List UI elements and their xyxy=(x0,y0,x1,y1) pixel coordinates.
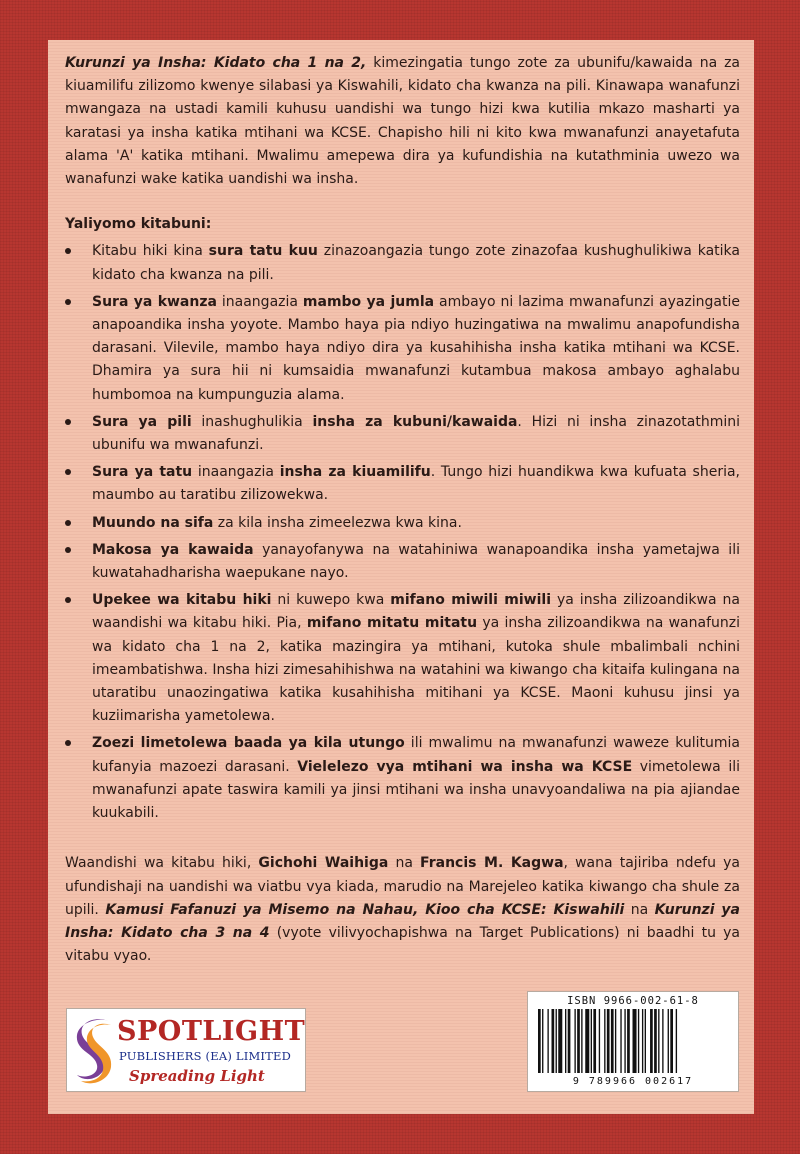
bullet-icon xyxy=(65,547,71,553)
bold-phrase: Kurunzi ya Insha: Kidato cha 3 na 4 xyxy=(65,901,740,941)
bold-phrase: Vielelezo vya mtihani wa insha wa KCSE xyxy=(297,758,633,775)
contents-heading: Yaliyomo kitabuni: xyxy=(65,216,212,233)
bold-phrase: Sura ya pili xyxy=(92,413,192,430)
bullet-icon xyxy=(65,419,71,425)
isbn-digits: 9 789966 002617 xyxy=(572,1076,694,1087)
bold-phrase: mifano mitatu mitatu xyxy=(306,615,478,632)
bold-phrase: Muundo na sifa xyxy=(92,514,214,531)
barcode-icon xyxy=(538,1009,728,1073)
spotlight-s-icon xyxy=(71,1015,117,1087)
intro-body: kimezingatia tungo zote za ubunifu/kawaida na za kiuamilifu zilizomo kwenye silabasi ya Kiswahili, kidato cha kwanza na pili. Kinawapa wanafunzi mwangaza na ustadi kamili kuhusu uandishi wa tungo hizi kwa kutilia mkazo masharti ya karatasi ya insha katika mtihani wa KCSE. Chapisho hili ni kito kwa mwanafunzi anayetafuta alama 'A' katika mtihani. Mwalimu amepewa dira ya kufundishia na kutathminia uwezo wa wanafunzi wake katika uandishi wa insha. xyxy=(65,55,740,188)
publisher-logo xyxy=(66,1008,306,1092)
bold-phrase: Sura ya tatu xyxy=(92,464,193,481)
bold-phrase: Makosa ya kawaida xyxy=(92,541,254,558)
intro-paragraph xyxy=(65,52,740,191)
intro-book-title: Kurunzi ya Insha: Kidato cha 1 na 2, xyxy=(65,55,367,71)
bold-phrase: Kamusi Fafanuzi ya Misemo na Nahau, Kioo cha KCSE: Kiswahili xyxy=(105,901,625,918)
bullet-icon xyxy=(65,597,71,603)
contents-item xyxy=(65,539,740,585)
text-run: na xyxy=(624,901,655,918)
bold-phrase: mifano miwili miwili xyxy=(390,592,552,609)
text-run: za kila insha zimeelezwa kwa kina. xyxy=(213,514,462,531)
bold-phrase: Upekee wa kitabu hiki xyxy=(92,592,272,609)
contents-item xyxy=(65,732,740,825)
bold-phrase: sura tatu kuu xyxy=(208,243,318,260)
bullet-icon xyxy=(65,740,71,746)
text-run: zinazoangazia tungo zote zinazofaa kushughulikiwa katika kidato cha kwanza na pili. xyxy=(92,243,740,283)
bullet-icon xyxy=(65,469,71,475)
bullet-icon xyxy=(65,520,71,526)
text-run: Kitabu hiki kina xyxy=(92,243,209,260)
bold-phrase: Francis M. Kagwa xyxy=(420,855,564,872)
text-run: inaangazia xyxy=(192,464,280,481)
contents-item xyxy=(65,589,740,728)
bullet-icon xyxy=(65,299,71,305)
text-run: , wana tajiriba ndefu ya ufundishaji na uandishi wa viatbu vya kiada, marudio na Marejeleo katika kiwango cha shule za upili. xyxy=(65,855,740,918)
contents-item xyxy=(65,461,740,507)
publisher-name: SPOTLIGHT xyxy=(117,1016,306,1047)
isbn-barcode xyxy=(527,991,739,1092)
contents-list xyxy=(65,240,740,825)
bold-phrase: insha za kubuni/kawaida xyxy=(312,413,518,430)
bold-phrase: mambo ya jumla xyxy=(302,293,435,310)
text-run: ya insha zilizoandikwa na wanafunzi wa kidato cha 1 na 2, katika mazingira ya mtihani, kutoka shule mbalimbali nchini imeambatishwa. Insha hizi zimesahihishwa na watahini wa kiwango cha kitaifa kulingana na utaratibu unaozingatiwa katika kusahihisha mitihani ya KCSE. Maoni kuhusu jinsi ya kuziimarisha yametolewa. xyxy=(92,615,740,725)
text-run: (vyote vilivyochapishwa na Target Publications) ni baadhi tu ya vitabu vyao. xyxy=(65,924,740,965)
text-run: . Tungo hizi huandikwa kwa kufuata sheria, maumbo au taratibu zilizowekwa. xyxy=(92,464,741,504)
contents-item xyxy=(65,240,740,286)
text-run: ya insha zilizoandikwa na waandishi wa kitabu hiki. Pia, xyxy=(92,592,740,632)
bullet-icon xyxy=(65,248,71,254)
bold-phrase: Gichohi Waihiga xyxy=(258,855,389,872)
publisher-subtitle: PUBLISHERS (EA) LIMITED xyxy=(119,1049,292,1063)
bold-phrase: Zoezi limetolewa baada ya kila utungo xyxy=(92,735,405,752)
contents-item xyxy=(65,291,740,407)
text-run: ni kuwepo kwa xyxy=(271,592,391,609)
contents-item xyxy=(65,411,740,457)
text-run: vimetolewa ili mwanafunzi apate taswira kamili ya jinsi mtihani wa insha unavyoandaliwa na pia ajiandae kuukabili. xyxy=(92,758,740,822)
text-run: ambayo ni lazima mwanafunzi ayazingatie anapoandika insha yoyote. Mambo haya pia ndiyo huzingatiwa na mwalimu anapofundisha darasani. Vilevile, mambo haya ndiyo dira ya kusahihisha insha katika mtihani wa KCSE. Dhamira ya sura hii ni kumsaidia mwanafunzi kutambua makosa ambayo aghalabu humbomoa na kumpunguzia alama. xyxy=(92,293,740,403)
publisher-tagline: Spreading Light xyxy=(129,1067,265,1085)
text-run: ili mwalimu na mwanafunzi waweze kulitumia kufanyia mazoezi darasani. xyxy=(92,735,740,775)
bold-phrase: insha za kiuamilifu xyxy=(279,464,431,481)
isbn-label: ISBN 9966-002-61-8 xyxy=(567,995,699,1007)
text-run: Waandishi wa kitabu hiki, xyxy=(65,855,259,872)
contents-item xyxy=(65,512,740,535)
text-run: inaangazia xyxy=(216,293,303,310)
text-run: . Hizi ni insha zinazotathmini ubunifu wa mwanafunzi. xyxy=(92,413,740,454)
bold-phrase: Sura ya kwanza xyxy=(92,293,217,310)
text-run: inashughulikia xyxy=(191,413,313,430)
text-run: na xyxy=(388,855,421,872)
author-paragraph xyxy=(65,852,740,968)
text-panel xyxy=(48,40,754,1114)
text-run: yanayofanywa na watahiniwa wanapoandika insha yametajwa ili kuwatahadharisha waepukane nayo. xyxy=(92,541,740,582)
